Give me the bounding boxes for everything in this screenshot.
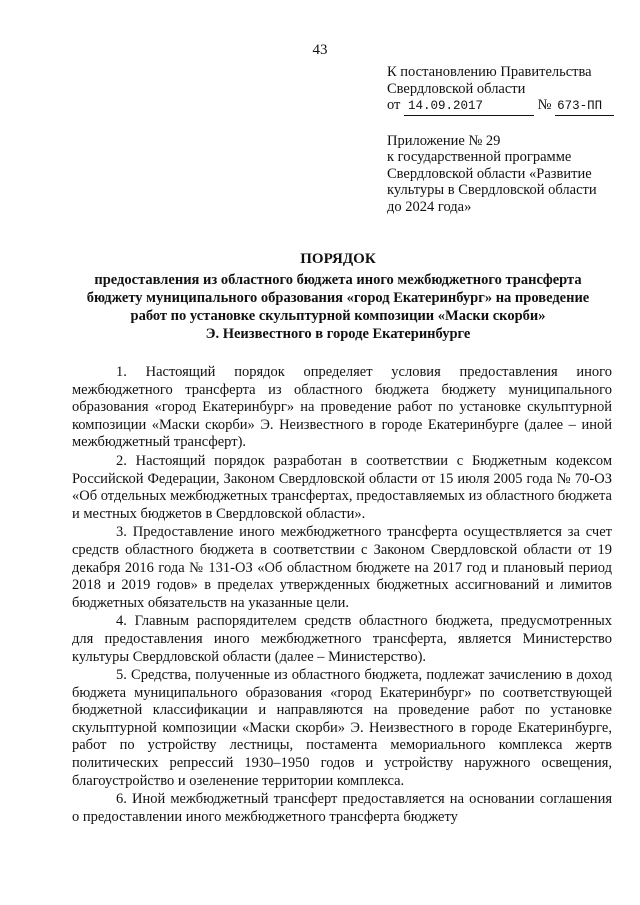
resolution-number: 673-ПП [555,98,614,116]
paragraph-4: 4. Главным распорядителем средств областного бюджета, предусмотренных для предоставления иного межбюджетного трансферта, является Министерство культуры Свердловской области (далее – Министерство). [72,613,612,665]
paragraph-3: 3. Предоставление иного межбюджетного трансферта осуществляется за счет средств областного бюджета в соответствии с Законом Свердловской области от 19 декабря 2016 года № 131-ОЗ «Об областном бюджете на 2017 год и плановый период 2018 и 2019 годов» в пределах утвержденных бюджетных ассигнований и лимитов бюджетных обязательств на указанные цели. [72,524,612,611]
page-number: 43 [312,42,328,58]
paragraph-5: 5. Средства, полученные из областного бюджета, подлежат зачислению в доход бюджета муниципального образования «город Екатеринбург» по соответствующей бюджетной классификации и направляются на проведение работ по установке скульптурной композиции «Маски скорби» Э. Неизвестного в городе Екатеринбурге, работ по устройству лестницы, постамента мемориального комплекса жертв политических репрессий 1930–1950 годов и устройству наружного освещения, благоустройство и озеленение территории комплекса. [72,667,612,789]
resolution-line-1: К постановлению Правительства [387,64,592,80]
resolution-line-2: Свердловской области [387,80,526,97]
resolution-reference [387,64,622,215]
appendix-line-4: культуры в Свердловской области [387,182,597,198]
resolution-date: 14.09.2017 [404,98,534,116]
paragraph-6: 6. Иной межбюджетный трансферт предоставляется на основании соглашения о предоставлении иного межбюджетного трансферта бюджету [72,791,612,825]
number-label: № [537,97,552,113]
title-main: ПОРЯДОК [300,251,376,267]
document-title [72,250,604,343]
paragraph-2: 2. Настоящий порядок разработан в соответствии с Бюджетным кодексом Российской Федерации, Законом Свердловской области от 15 июля 2005 года № 70-ОЗ «Об отдельных межбюджетных трансфертах, предоставляемых из областного бюджета и местных бюджетов в Свердловской области». [72,452,612,522]
title-line-2: бюджету муниципального образования «город Екатеринбург» на проведение [86,290,590,306]
title-line-3: работ по установке скульптурной композиции «Маски скорби» [130,308,546,324]
title-line-1: предоставления из областного бюджета иного межбюджетного трансферта [94,272,582,288]
appendix-line-3: Свердловской области «Развитие [387,165,592,182]
document-body [72,364,612,827]
paragraph-1: 1. Настоящий порядок определяет условия предоставления иного межбюджетного трансферта из областного бюджета бюджету муниципального образования «город Екатеринбург» на проведение работ по установке скульптурной композиции «Маски скорби» Э. Неизвестного в городе Екатеринбурге (далее – иной межбюджетный трансферт). [72,364,612,451]
resolution-date-number-line [387,97,622,116]
from-label: от [387,97,401,113]
appendix-line-2: к государственной программе [387,149,572,165]
appendix-line-5: до 2024 года» [387,198,472,215]
appendix-reference [387,133,622,216]
title-line-4: Э. Неизвестного в городе Екатеринбурге [205,326,471,342]
appendix-line-1: Приложение № 29 [387,132,501,149]
